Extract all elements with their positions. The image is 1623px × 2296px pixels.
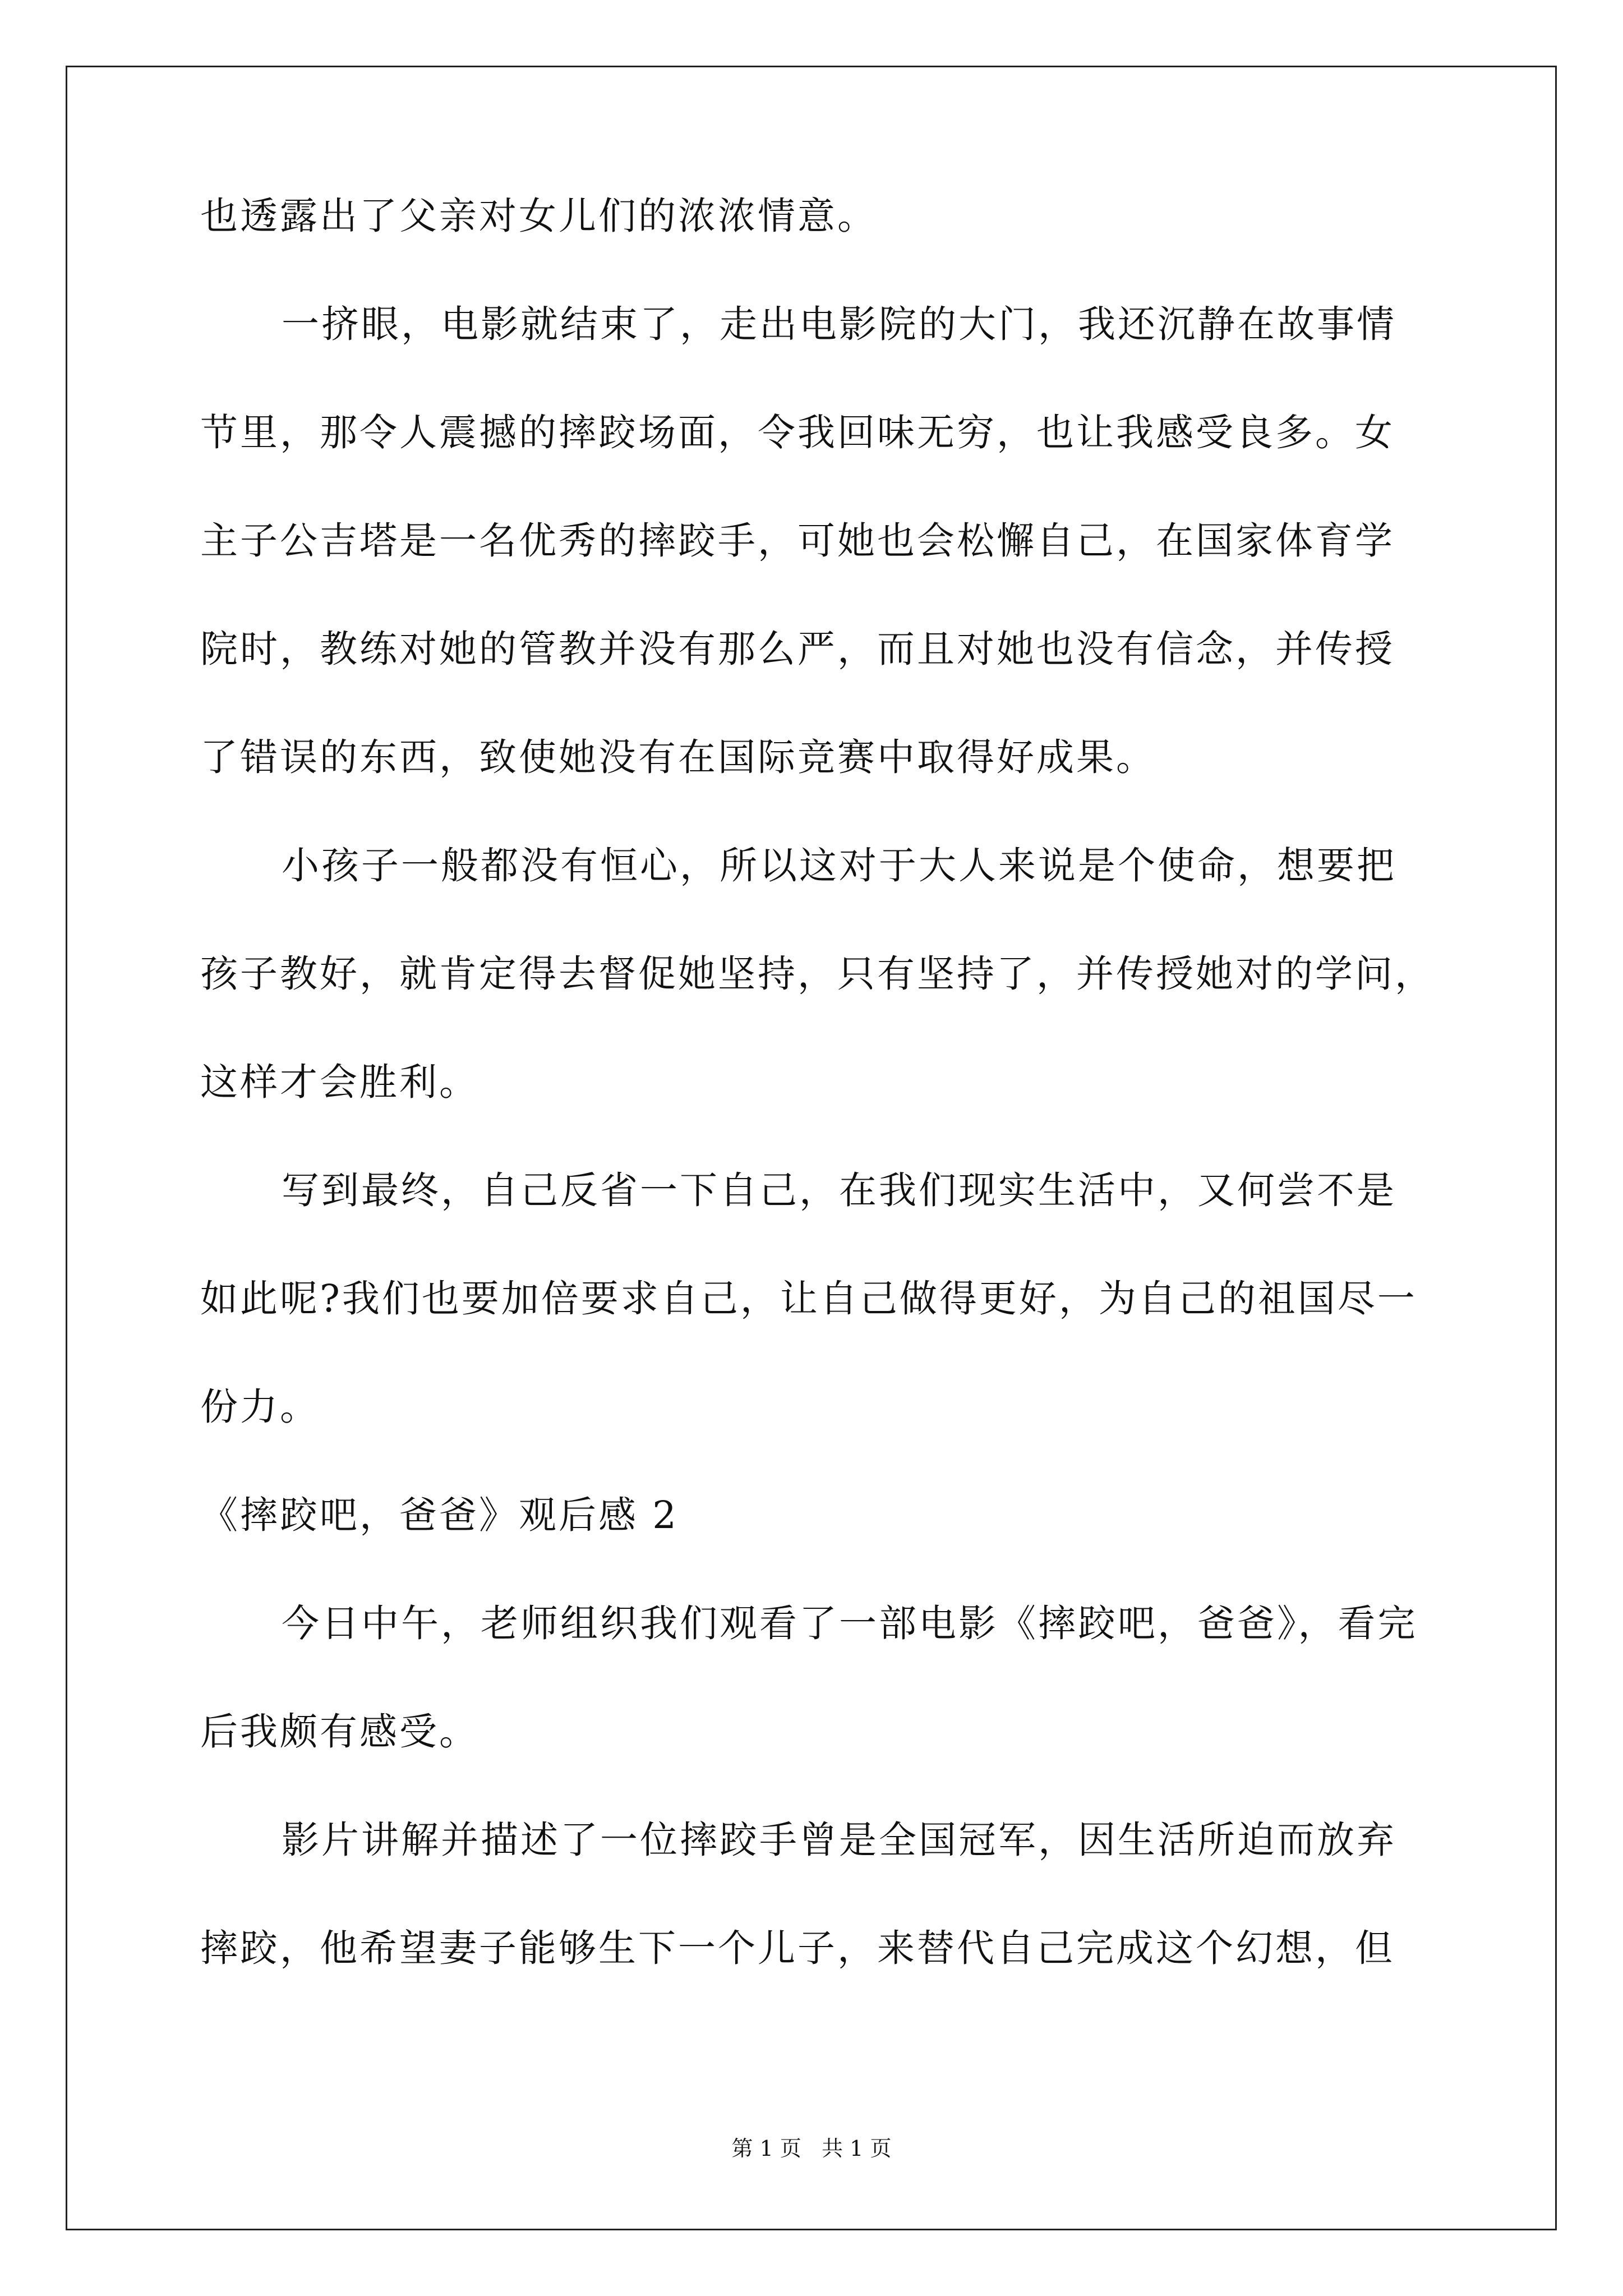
text-line: 院时，教练对她的管教并没有那么严，而且对她也没有信念，并传授 — [200, 627, 1395, 671]
section-heading: 《摔跤吧，爸爸》观后感 2 — [200, 1493, 679, 1537]
text-line: 份力。 — [200, 1385, 320, 1429]
text-line: 节里，那令人震撼的摔跤场面，令我回味无穷，也让我感受良多。女 — [200, 411, 1395, 454]
text-line: 了错误的东西，致使她没有在国际竞赛中取得好成果。 — [200, 735, 1156, 779]
text-line: 如此呢?我们也要加倍要求自己，让自己做得更好，为自己的祖国尽一 — [200, 1277, 1417, 1320]
text-line: 摔跤，他希望妻子能够生下一个儿子，来替代自己完成这个幻想，但 — [200, 1926, 1395, 1970]
page-number-footer: 第 1 页 共 1 页 — [731, 2136, 892, 2161]
text-line: 孩子教好，就肯定得去督促她坚持，只有坚持了，并传授她对的学问， — [200, 952, 1435, 996]
text-line: 也透露出了父亲对女儿们的浓浓情意。 — [200, 194, 877, 238]
text-line: 后我颇有感受。 — [200, 1710, 479, 1754]
text-line: 今日中午，老师组织我们观看了一部电影《摔跤吧，爸爸》，看完 — [282, 1602, 1418, 1645]
text-line: 一挤眼，电影就结束了，走出电影院的大门，我还沉静在故事情 — [282, 302, 1396, 346]
text-line: 这样才会胜利。 — [200, 1060, 479, 1104]
text-line: 影片讲解并描述了一位摔跤手曾是全国冠军，因生活所迫而放弃 — [282, 1818, 1396, 1862]
text-line: 小孩子一般都没有恒心，所以这对于大人来说是个使命，想要把 — [282, 844, 1396, 887]
text-line: 主子公吉塔是一名优秀的摔跤手，可她也会松懈自己，在国家体育学 — [200, 519, 1395, 563]
text-line: 写到最终，自己反省一下自己，在我们现实生活中，又何尝不是 — [282, 1168, 1396, 1212]
page-border — [66, 66, 1557, 2230]
